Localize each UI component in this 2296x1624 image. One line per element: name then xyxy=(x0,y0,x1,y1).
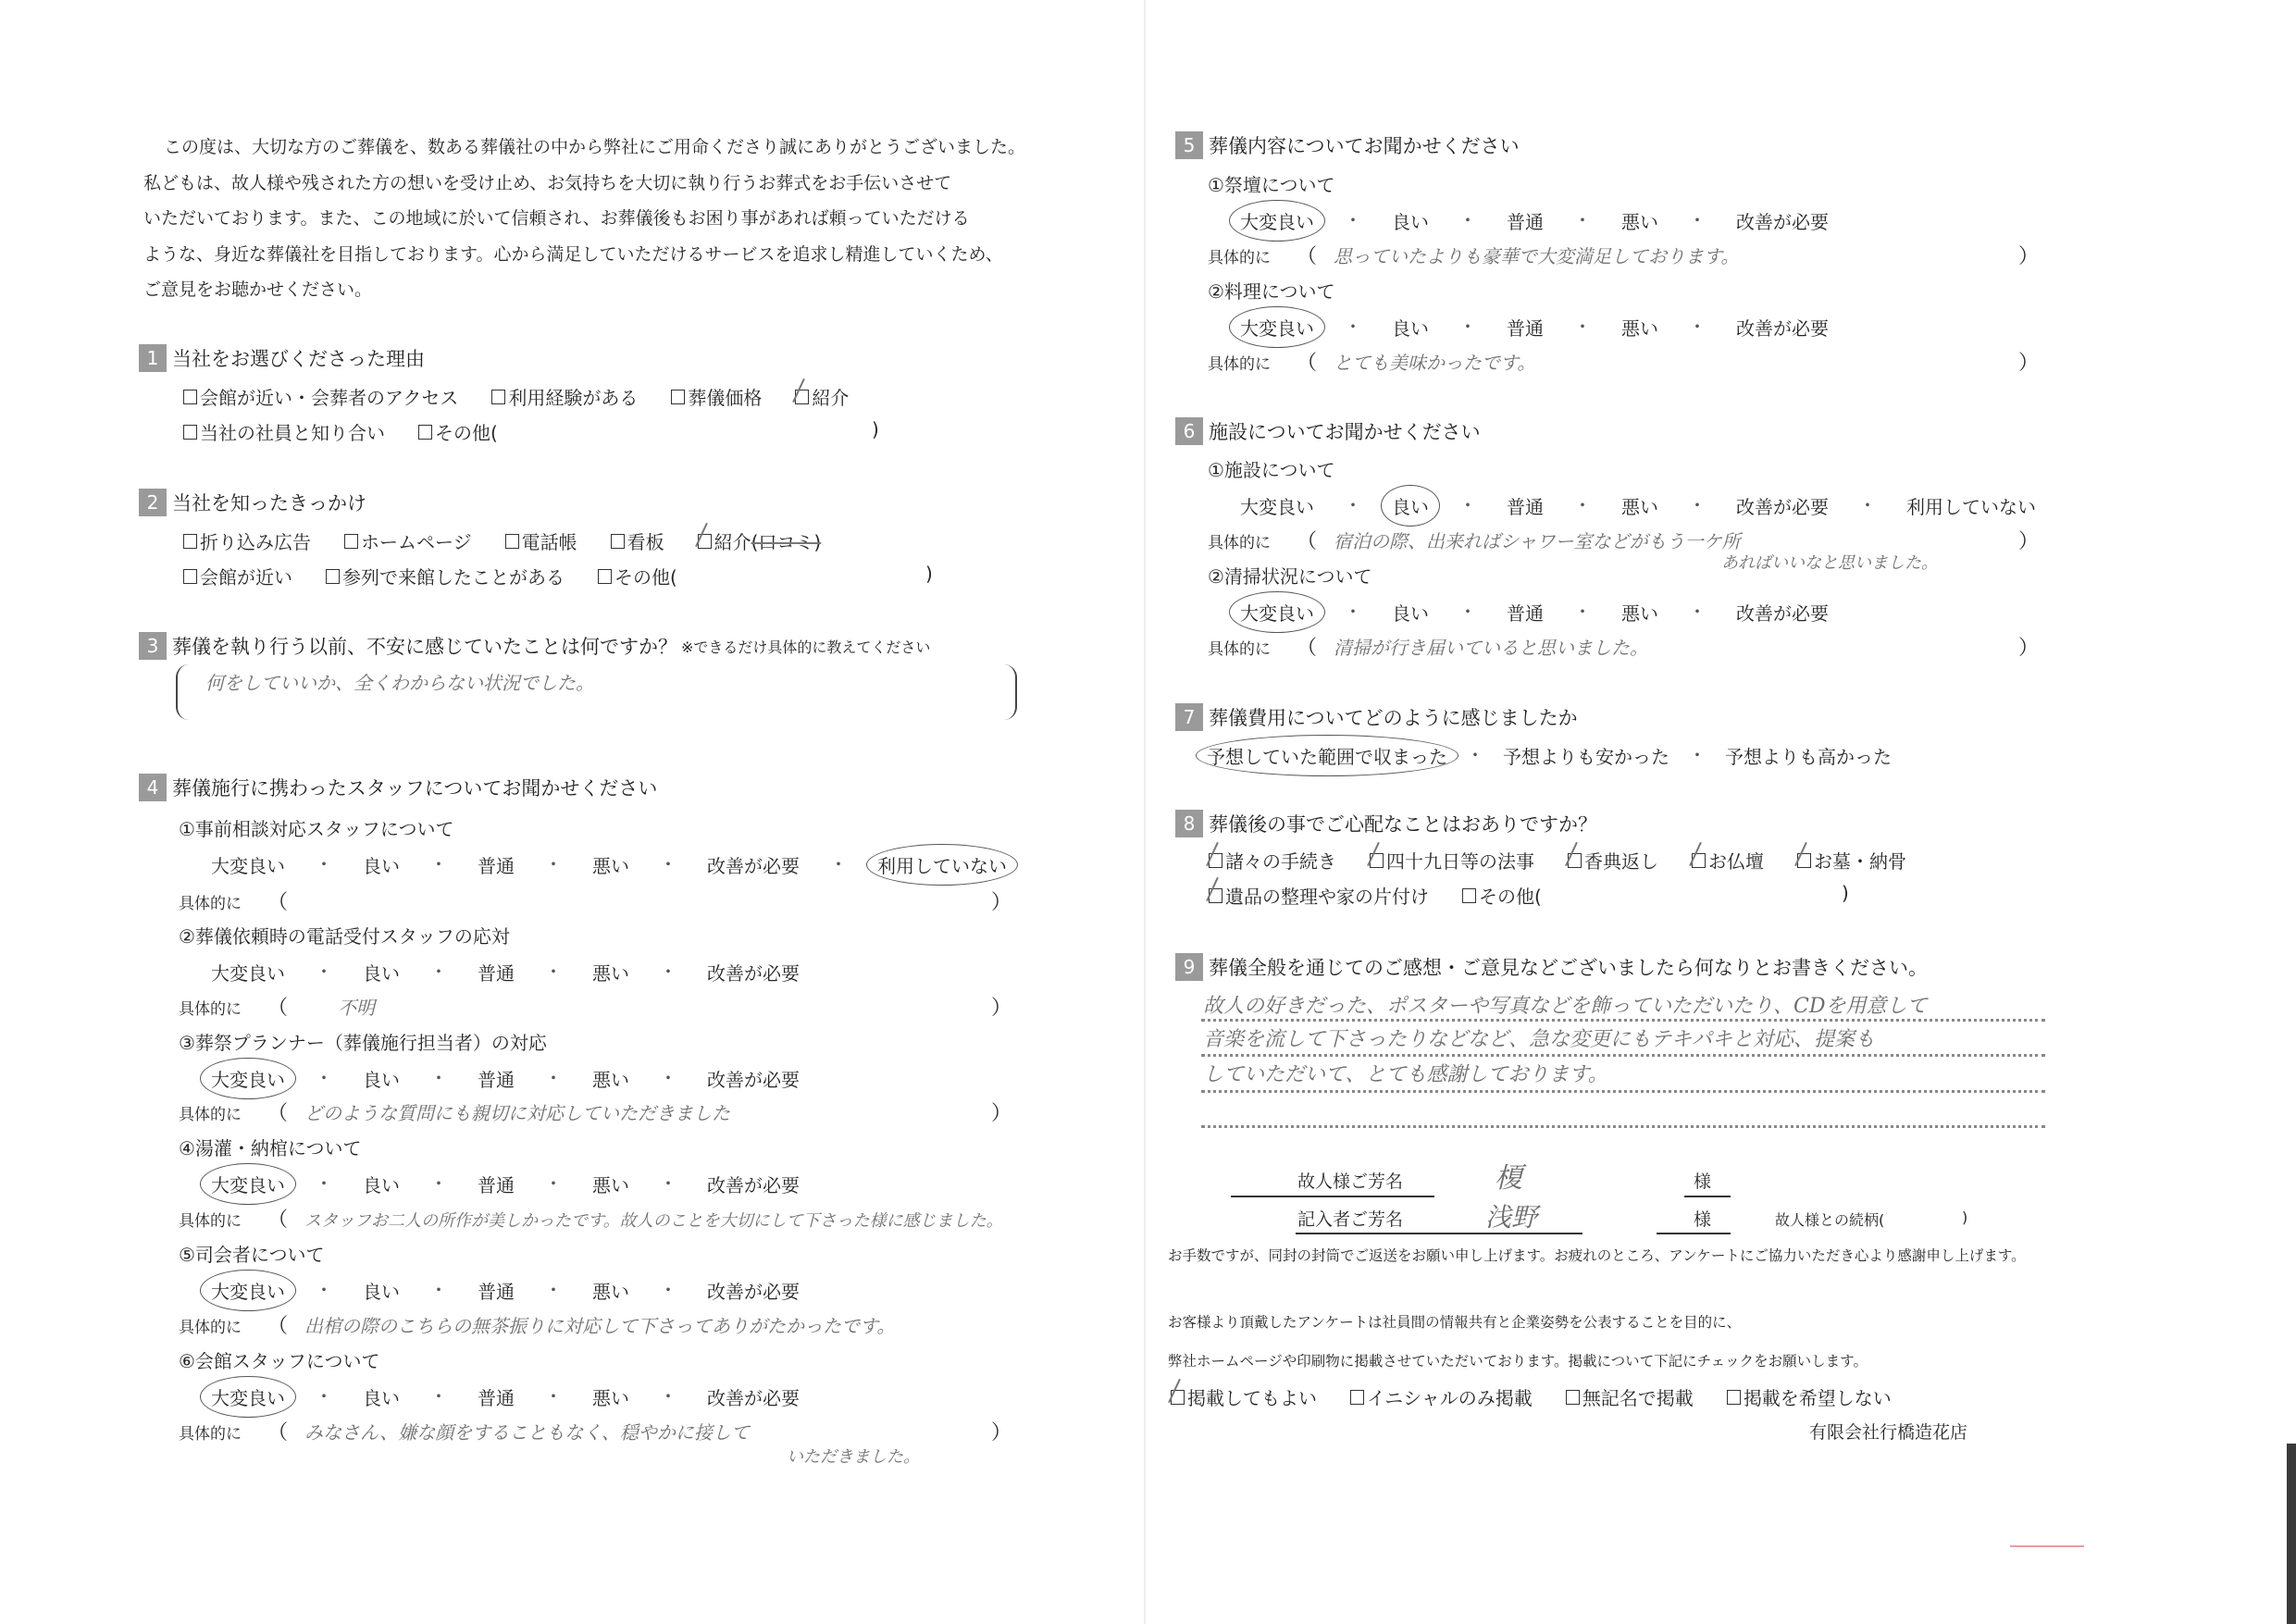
publish-note-1: お客様より頂戴したアンケートは社員間の情報共有と企業姿勢を公表することを目的に、 xyxy=(1168,1314,1742,1331)
s5-item-1-rating: 大変良い ・ 良い ・ 普通 ・ 悪い ・ 改善が必要 xyxy=(1235,205,1834,236)
intro-line: ご意見をお聴かせください。 xyxy=(143,279,373,300)
rating-option[interactable]: 改善が必要 xyxy=(707,855,800,877)
rating-option[interactable]: 悪い xyxy=(592,1174,629,1196)
handwritten-answer: 宿泊の際、出来ればシャワー室などがもう一ケ所 xyxy=(1334,530,1741,552)
rating-option[interactable]: 改善が必要 xyxy=(1736,317,1829,340)
checkbox-icon[interactable] xyxy=(671,390,685,404)
rating-option[interactable]: 改善が必要 xyxy=(707,1174,800,1196)
s6-item-1-title: ①施設について xyxy=(1208,459,1335,481)
checkbox-option[interactable]: 看板 xyxy=(611,527,664,554)
section-4-heading xyxy=(139,774,657,801)
checkbox-checked-icon[interactable] xyxy=(1171,1390,1185,1405)
rating-option[interactable]: 普通 xyxy=(1507,602,1544,625)
rating-option[interactable]: 悪い xyxy=(1621,211,1658,233)
name-underline xyxy=(1657,1233,1731,1234)
section-number-badge: 3 xyxy=(139,632,167,660)
intro-line: この度は、大切な方のご葬儀を、数ある葬儀社の中から弊社にご用命くださり誠にありがとうございました。 xyxy=(164,137,1026,157)
checkbox-option-checked[interactable]: お墓・納骨 xyxy=(1797,847,1906,874)
rating-option[interactable]: 悪い xyxy=(1621,317,1658,340)
comment-rule xyxy=(1201,1019,2045,1022)
section-8-heading xyxy=(1175,810,1597,837)
checkbox-icon[interactable] xyxy=(1727,1390,1741,1405)
handwritten-answer: 何をしていいか、全くわからない状況でした。 xyxy=(205,672,594,694)
section-number-badge: 6 xyxy=(1175,417,1203,445)
handwritten-answer: 不明 xyxy=(338,997,376,1019)
s1-options-row-1 xyxy=(183,383,882,410)
checkbox-option-checked[interactable]: 香典返し xyxy=(1568,847,1658,874)
publish-options xyxy=(1171,1383,1925,1410)
handwritten-answer: 思っていたよりも豪華で大変満足しております。 xyxy=(1334,245,1740,267)
cost-option[interactable]: 予想よりも安かった xyxy=(1503,746,1669,768)
name-underline xyxy=(1296,1196,1434,1197)
comment-line-2: 音楽を流して下さったりなどなど、急な変更にもテキパキと対応、提案も xyxy=(1203,1028,1876,1051)
checkbox-icon[interactable] xyxy=(611,534,625,549)
s4-item-1-detail: 具体的に （ ） xyxy=(179,891,1012,914)
rating-option[interactable]: 悪い xyxy=(592,855,629,877)
s6-item-1-rating: 大変良い ・ 良い ・ 普通 ・ 悪い ・ 改善が必要 ・ 利用していない xyxy=(1235,490,2042,521)
checkbox-icon[interactable] xyxy=(598,569,612,584)
comment-rule xyxy=(1201,1054,2045,1057)
checkbox-icon[interactable] xyxy=(505,534,519,549)
rating-option[interactable]: 普通 xyxy=(478,1281,515,1303)
rating-option[interactable]: 悪い xyxy=(1621,602,1658,625)
checkbox-option-checked[interactable]: お仏壇 xyxy=(1692,847,1764,874)
intro-line: 私どもは、故人様や残された方の想いを受け止め、お気持ちを大切に執り行うお葬式をお手伝いさせて xyxy=(143,172,952,193)
s1-options-row-2 xyxy=(183,418,498,445)
s4-item-6-detail: 具体的に （ みなさん、嫌な顔をすることもなく、穏やかに接して ） xyxy=(179,1417,750,1445)
rating-option[interactable]: 普通 xyxy=(478,1387,515,1409)
rating-option[interactable]: 改善が必要 xyxy=(707,1387,800,1409)
rating-option[interactable]: 普通 xyxy=(478,1174,515,1196)
rating-option[interactable]: 良い xyxy=(1392,211,1429,233)
other-close-paren: ) xyxy=(925,563,933,585)
s4-item-4-detail: 具体的に （ スタッフお二人の所作が美しかったです。故人のことを大切にして下さった様に感じました。 xyxy=(179,1209,1003,1232)
section-3-heading xyxy=(139,632,930,660)
rating-option[interactable]: 良い xyxy=(363,962,400,985)
section-1-heading xyxy=(139,344,425,372)
rating-option-selected[interactable]: 大変良い xyxy=(205,1382,291,1412)
rating-option-selected[interactable]: 大変良い xyxy=(1235,597,1320,627)
section-title: 葬儀費用についてどのように感じましたか xyxy=(1209,707,1578,729)
checkbox-icon[interactable] xyxy=(418,425,432,440)
checkbox-icon[interactable] xyxy=(326,569,340,584)
rating-option[interactable]: 良い xyxy=(363,1174,400,1196)
comment-rule xyxy=(1201,1125,2045,1128)
handwritten-answer: 出棺の際のこちらの無茶振りに対応して下さってありがたかったです。 xyxy=(304,1315,896,1337)
checkbox-option[interactable]: 会館が近い・会葬者のアクセス xyxy=(183,383,458,410)
s4-item-1-rating: 大変良い ・ 良い ・ 普通 ・ 悪い ・ 改善が必要 ・ 利用していない xyxy=(205,849,1012,880)
relation-label: 故人様との続柄( xyxy=(1775,1211,1885,1229)
s7-rating: 予想していた範囲で収まった ・ 予想よりも安かった ・ 予想よりも高かった xyxy=(1201,740,1897,771)
rating-option[interactable]: 改善が必要 xyxy=(1736,496,1829,518)
checkbox-option-other[interactable]: その他( xyxy=(1462,882,1542,909)
name-underline xyxy=(1684,1196,1731,1197)
publish-note-2: 弊社ホームページや印刷物に掲載させていただいております。掲載について下記にチェックをお願いします。 xyxy=(1168,1353,1868,1370)
deceased-name-value[interactable]: 榎 xyxy=(1495,1162,1522,1195)
writer-name-value[interactable]: 浅野 xyxy=(1485,1202,1538,1233)
rating-option[interactable]: 大変良い xyxy=(1240,496,1314,518)
rating-option-selected[interactable]: 大変良い xyxy=(205,1169,291,1199)
rating-option[interactable]: 改善が必要 xyxy=(1736,211,1829,233)
rating-option-selected[interactable]: 大変良い xyxy=(1235,205,1320,236)
s4-item-5-title: ⑤司会者について xyxy=(179,1244,325,1266)
rating-option[interactable]: 悪い xyxy=(592,1281,629,1303)
checkbox-option[interactable]: 葬儀価格 xyxy=(671,383,762,410)
checkbox-checked-icon[interactable] xyxy=(1797,853,1811,868)
section-number-badge: 5 xyxy=(1175,131,1203,159)
rating-option[interactable]: 良い xyxy=(363,1387,400,1409)
intro-line: いただいております。また、この地域に於いて信頼され、お葬儀後もお困り事があれば頼っていただける xyxy=(143,208,970,229)
checkbox-option-checked[interactable]: 遺品の整理や家の片付け xyxy=(1209,882,1429,909)
checkbox-checked-icon[interactable] xyxy=(1209,853,1222,868)
section-title: 施設についてお聞かせください xyxy=(1209,421,1481,443)
s4-item-3-detail: 具体的に （ どのような質問にも親切に対応していただきました ） xyxy=(179,1097,730,1126)
s5-item-2-title: ②料理について xyxy=(1208,280,1335,303)
s2-options-row-1 xyxy=(183,527,854,554)
s4-item-5-detail: 具体的に （ 出棺の際のこちらの無茶振りに対応して下さってありがたかったです。 xyxy=(179,1310,895,1339)
handwritten-answer: とても美味かったです。 xyxy=(1334,352,1536,374)
other-close-paren: ) xyxy=(872,418,879,440)
s4-item-3-rating: 大変良い ・ 良い ・ 普通 ・ 悪い ・ 改善が必要 xyxy=(205,1063,805,1094)
s4-item-2-rating: 大変良い ・ 良い ・ 普通 ・ 悪い ・ 改善が必要 xyxy=(205,957,805,987)
checkbox-icon[interactable] xyxy=(1462,888,1476,903)
checkbox-option-other[interactable]: その他( xyxy=(598,563,677,589)
checkbox-option[interactable]: 電話帳 xyxy=(505,527,577,554)
checkbox-checked-icon[interactable] xyxy=(698,534,712,549)
section-number-badge: 4 xyxy=(139,774,167,801)
checkbox-checked-icon[interactable] xyxy=(795,390,809,404)
s6-item-1-detail: 具体的に （ 宿泊の際、出来ればシャワー室などがもう一ケ所 ） xyxy=(1208,526,1741,554)
section-7-heading xyxy=(1175,703,1578,731)
rating-option[interactable]: 利用していない xyxy=(1906,496,2036,518)
relation-close: ) xyxy=(1962,1209,1968,1226)
right-page xyxy=(1148,0,2296,1624)
writer-honorific: 様 xyxy=(1694,1209,1712,1230)
rating-option[interactable]: 大変良い xyxy=(211,962,285,985)
checkbox-option-checked[interactable]: 紹介 xyxy=(795,383,849,410)
checkbox-checked-icon[interactable] xyxy=(1209,888,1222,903)
deceased-honorific: 様 xyxy=(1694,1172,1712,1192)
s4-item-2-title: ②葬儀依頼時の電話受付スタッフの応対 xyxy=(179,925,510,948)
checkbox-icon[interactable] xyxy=(491,390,505,404)
writer-name-label: 記入者ご芳名 xyxy=(1297,1209,1404,1230)
rating-option[interactable]: 良い xyxy=(363,855,400,877)
section-title: 葬儀後の事でご心配なことはおありですか？ xyxy=(1209,813,1597,836)
checkbox-icon[interactable] xyxy=(183,425,197,440)
rating-option[interactable]: 普通 xyxy=(1507,496,1544,518)
rating-option[interactable]: 大変良い xyxy=(211,855,285,877)
rating-option[interactable]: 普通 xyxy=(478,962,515,985)
s6-item-2-title: ②清掃状況について xyxy=(1208,565,1372,588)
rating-option[interactable]: 改善が必要 xyxy=(1736,602,1829,625)
s5-item-2-detail: 具体的に （ とても美味かったです。 ） xyxy=(1208,347,1535,376)
name-underline xyxy=(1296,1233,1582,1234)
intro-text xyxy=(143,130,1050,308)
deceased-name-label: 故人様ご芳名 xyxy=(1297,1172,1404,1192)
comment-line-3: していただいて、とても感謝しております。 xyxy=(1203,1063,1608,1086)
handwritten-answer: みなさん、嫌な顔をすることもなく、穏やかに接して xyxy=(304,1421,750,1444)
handwritten-answer: どのような質問にも親切に対応していただきました xyxy=(304,1102,731,1124)
checkbox-icon[interactable] xyxy=(344,534,358,549)
rating-option[interactable]: 悪い xyxy=(592,962,629,985)
section-number-badge: 8 xyxy=(1175,810,1203,837)
publish-option[interactable]: 掲載を希望しない xyxy=(1727,1383,1892,1410)
checkbox-icon[interactable] xyxy=(1566,1390,1580,1405)
intro-line: ような、身近な葬儀社を目指しております。心から満足していただけるサービスを追求し精進していくため、 xyxy=(143,243,1003,265)
rating-option[interactable]: 悪い xyxy=(1621,496,1658,518)
s5-item-2-rating: 大変良い ・ 良い ・ 普通 ・ 悪い ・ 改善が必要 xyxy=(1235,312,1834,342)
comment-rule xyxy=(1201,1090,2045,1093)
s4-item-2-detail: 具体的に （ 不明 ） xyxy=(179,992,375,1021)
cost-option-selected[interactable]: 予想していた範囲で収まった xyxy=(1201,740,1453,771)
s5-item-1-detail: 具体的に （ 思っていたよりも豪華で大変満足しております。 ） xyxy=(1208,241,1739,269)
checkbox-option-checked[interactable]: 諸々の手続き xyxy=(1209,847,1336,874)
rating-option[interactable]: 改善が必要 xyxy=(707,1069,800,1091)
publish-option[interactable]: イニシャルのみ掲載 xyxy=(1350,1383,1533,1410)
section-9-heading xyxy=(1175,953,1928,981)
checkbox-option[interactable]: 当社の社員と知り合い xyxy=(183,418,385,445)
s5-item-1-title: ①祭壇について xyxy=(1208,174,1335,196)
checkbox-option[interactable]: 参列で来館したことがある xyxy=(326,563,565,589)
handwritten-answer: スタッフお二人の所作が美しかったです。故人のことを大切にして下さった様に感じました。 xyxy=(304,1211,1003,1231)
rating-option-selected[interactable]: 大変良い xyxy=(1235,312,1320,342)
checkbox-icon[interactable] xyxy=(183,569,197,584)
handwritten-answer: 清掃が行き届いていると思いました。 xyxy=(1334,637,1649,659)
section-note: ※できるだけ具体的に教えてください xyxy=(681,638,931,656)
s4-item-6-rating: 大変良い ・ 良い ・ 普通 ・ 悪い ・ 改善が必要 xyxy=(205,1382,805,1412)
section-title: 葬儀施行に携わったスタッフについてお聞かせください xyxy=(172,777,658,800)
rating-option[interactable]: 良い xyxy=(1392,317,1429,340)
section-number-badge: 7 xyxy=(1175,703,1203,731)
rating-option[interactable]: 改善が必要 xyxy=(707,1281,800,1303)
cost-option[interactable]: 予想よりも高かった xyxy=(1725,746,1892,768)
s4-item-4-title: ④湯灌・納棺について xyxy=(179,1137,362,1159)
rating-option-selected[interactable]: 大変良い xyxy=(205,1063,291,1094)
section-number-badge: 1 xyxy=(139,344,167,372)
section-title: 葬儀を執り行う以前、不安に感じていたことは何ですか？ xyxy=(172,636,677,658)
return-note: お手数ですが、同封の封筒でご返送をお願い申し上げます。お疲れのところ、アンケートにご協力いただき心より感謝申し上げます。 xyxy=(1168,1247,2026,1264)
section-title: 葬儀内容についてお聞かせください xyxy=(1209,135,1520,157)
section-title: 当社をお選びくださった理由 xyxy=(172,348,425,370)
s4-item-4-rating: 大変良い ・ 良い ・ 普通 ・ 悪い ・ 改善が必要 xyxy=(205,1169,805,1199)
checkbox-option-other[interactable]: その他( xyxy=(418,418,498,445)
rating-option[interactable]: 普通 xyxy=(1507,211,1544,233)
rating-option[interactable]: 悪い xyxy=(592,1069,629,1091)
checkbox-icon[interactable] xyxy=(1350,1390,1364,1405)
checkbox-option-checked[interactable]: 紹介 (口コミ) xyxy=(698,527,822,554)
section-number-badge: 2 xyxy=(139,489,167,516)
section-title: 当社を知ったきっかけ xyxy=(172,492,366,514)
checkbox-checked-icon[interactable] xyxy=(1370,853,1384,868)
checkbox-icon[interactable] xyxy=(183,390,197,404)
checkbox-checked-icon[interactable] xyxy=(1692,853,1706,868)
s4-item-5-rating: 大変良い ・ 良い ・ 普通 ・ 悪い ・ 改善が必要 xyxy=(205,1275,805,1306)
s6-item-2-rating: 大変良い ・ 良い ・ 普通 ・ 悪い ・ 改善が必要 xyxy=(1235,597,1834,627)
rating-option-selected[interactable]: 大変良い xyxy=(205,1275,291,1306)
section-number-badge: 9 xyxy=(1175,953,1203,981)
section-title: 葬儀全般を通じてのご感想・ご意見などございましたら何なりとお書きください。 xyxy=(1209,957,1928,979)
checkbox-option[interactable]: 利用経験がある xyxy=(491,383,638,410)
s6-item-2-detail: 具体的に （ 清掃が行き届いていると思いました。 ） xyxy=(1208,632,1648,661)
rating-option[interactable]: 普通 xyxy=(1507,317,1544,340)
checkbox-checked-icon[interactable] xyxy=(1568,853,1582,868)
rating-option-selected[interactable]: 利用していない xyxy=(872,849,1012,880)
struck-text: (口コミ) xyxy=(751,531,822,553)
publish-option-checked[interactable]: 掲載してもよい xyxy=(1171,1383,1317,1410)
s8-options-row-2 xyxy=(1209,882,1542,909)
s4-item-1-title: ①事前相談対応スタッフについて xyxy=(179,818,454,840)
handwritten-answer-continued: いただきました。 xyxy=(787,1447,920,1467)
section-5-heading xyxy=(1175,131,1520,159)
s4-item-6-title: ⑥会館スタッフについて xyxy=(179,1350,380,1372)
rating-option[interactable]: 良い xyxy=(1392,602,1429,625)
rating-option[interactable]: 改善が必要 xyxy=(707,962,800,985)
section-2-heading xyxy=(139,489,366,516)
rating-option[interactable]: 普通 xyxy=(478,855,515,877)
rating-option-selected[interactable]: 良い xyxy=(1386,490,1434,521)
checkbox-option-checked[interactable]: 四十九日等の法事 xyxy=(1370,847,1534,874)
checkbox-icon[interactable] xyxy=(183,534,197,549)
comment-line-1: 故人の好きだった、ポスターや写真などを飾っていただいたり、CDを用意して xyxy=(1203,995,1928,1018)
s4-item-3-title: ③葬祭プランナー（葬儀施行担当者）の対応 xyxy=(179,1032,547,1054)
checkbox-option[interactable]: 折り込み広告 xyxy=(183,527,311,554)
handwritten-answer-continued: あればいいなと思いました。 xyxy=(1721,553,1938,573)
s8-options-row-1 xyxy=(1209,847,1940,874)
rating-option[interactable]: 悪い xyxy=(592,1387,629,1409)
checkbox-option[interactable]: 会館が近い xyxy=(183,563,292,589)
publish-option[interactable]: 無記名で掲載 xyxy=(1566,1383,1694,1410)
rating-option[interactable]: 良い xyxy=(363,1069,400,1091)
s2-options-row-2 xyxy=(183,563,677,589)
rating-option[interactable]: 普通 xyxy=(478,1069,515,1091)
checkbox-option[interactable]: ホームページ xyxy=(344,527,472,554)
other-close-paren: ) xyxy=(1842,882,1849,904)
rating-option[interactable]: 良い xyxy=(363,1281,400,1303)
company-name: 有限会社行橋造花店 xyxy=(1809,1422,1968,1443)
section-6-heading xyxy=(1175,417,1481,445)
